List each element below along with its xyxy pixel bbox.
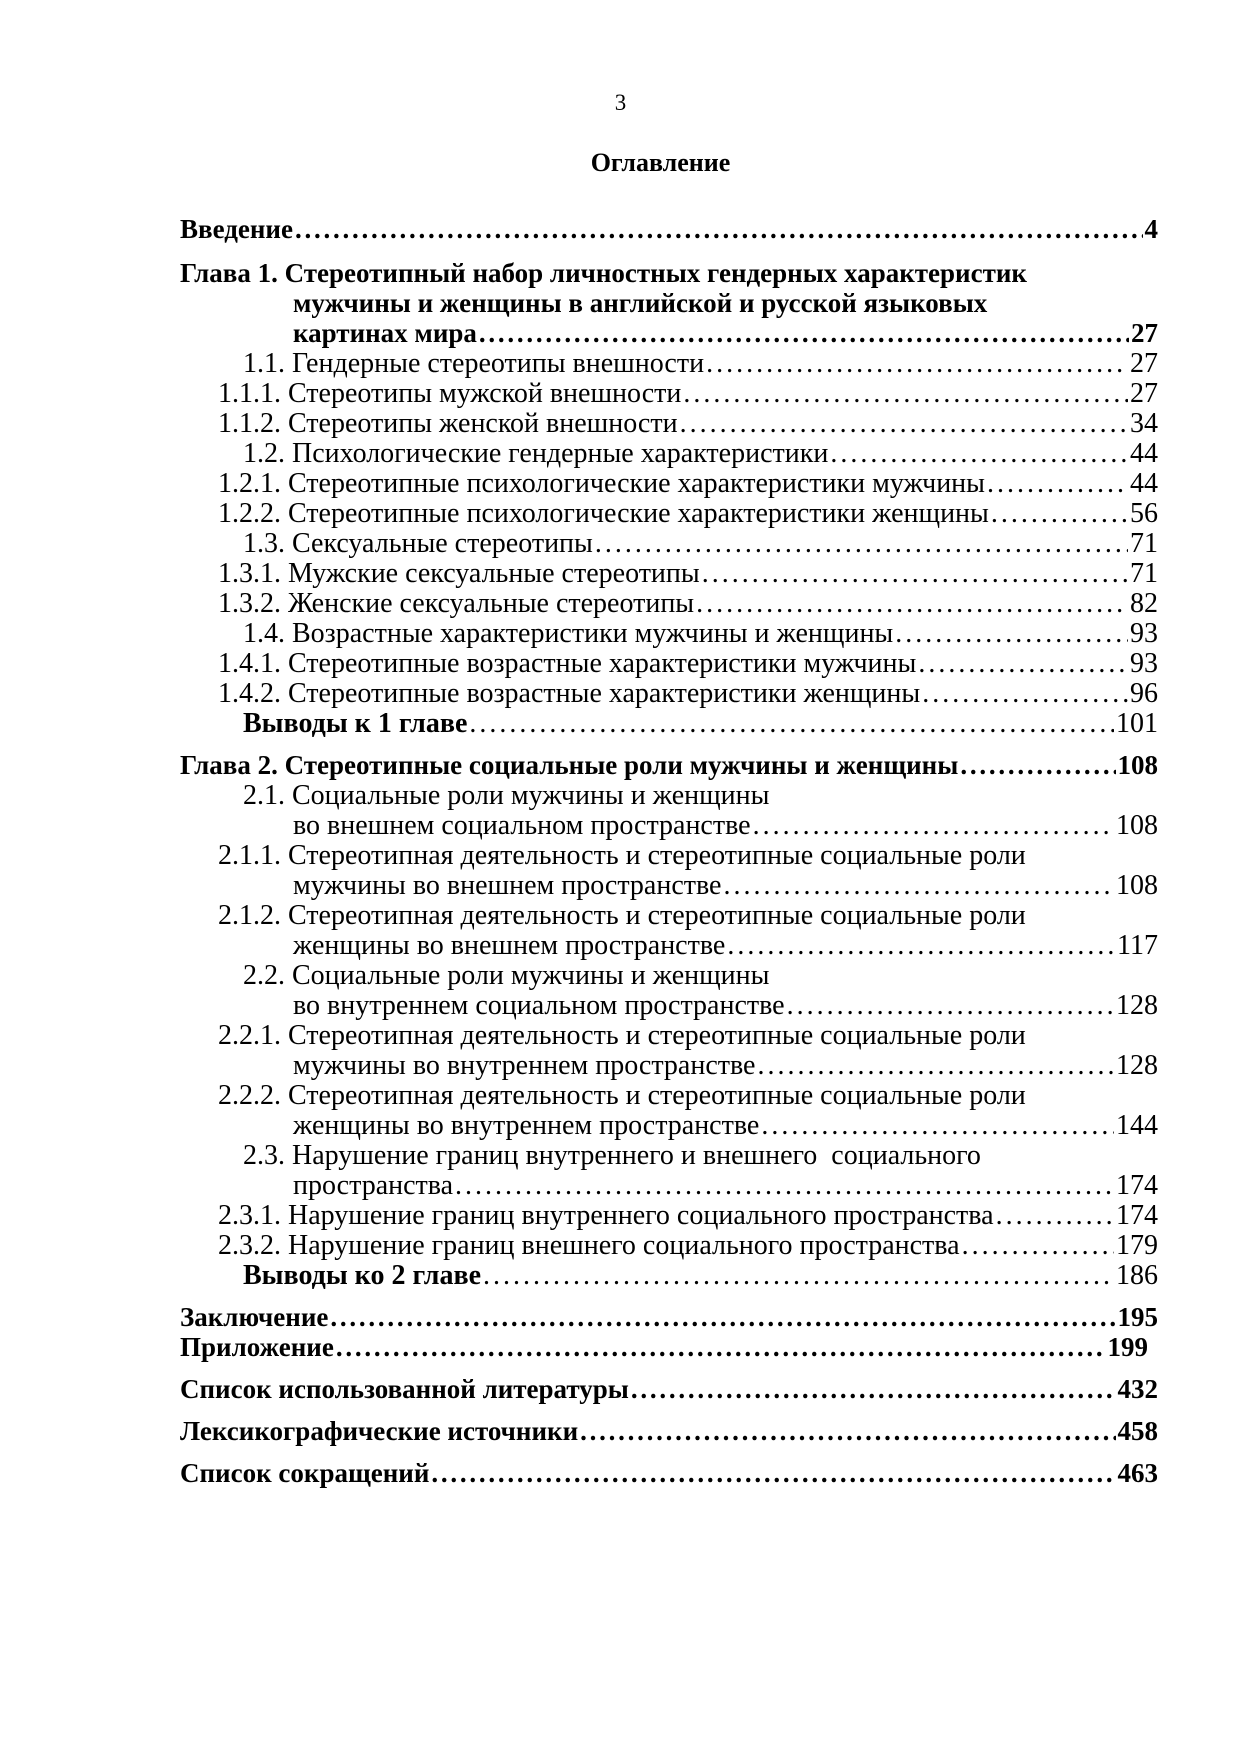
entry-page: 101 [1116, 708, 1158, 739]
entry-title: 1.2.1. Стереотипные психологические характеристики мужчины [218, 468, 985, 499]
toc-entry-2-2-line2[interactable] [293, 989, 1158, 1022]
entry-title: 1.3.1. Мужские сексуальные стереотипы [218, 558, 700, 589]
entry-page: 179 [1116, 1230, 1158, 1261]
entry-title: 1.4.2. Стереотипные возрастные характеристики женщины [218, 678, 921, 709]
entry-page: 34 [1130, 408, 1158, 439]
toc-entry-conclusions-1[interactable] [243, 707, 1158, 740]
entry-title: Список сокращений [180, 1458, 430, 1488]
toc-entry-1-4[interactable] [243, 617, 1158, 650]
toc-entry-2-1-line1[interactable] [243, 779, 1158, 812]
entry-title: 2.1.1. Стереотипная деятельность и стереотипные социальные роли [218, 840, 1026, 871]
toc-entry-1-3-1[interactable] [218, 557, 1158, 590]
entry-title: 1.3. Сексуальные стереотипы [243, 528, 593, 559]
toc-entry-2-3-line1[interactable] [243, 1139, 1158, 1172]
toc-entry-1-1-2[interactable] [218, 407, 1158, 440]
entry-title: Заключение [180, 1302, 329, 1332]
toc-entry-1-2[interactable] [243, 437, 1158, 470]
toc-entry-1-3-2[interactable] [218, 587, 1158, 620]
toc-entry-2-2-2-line2[interactable] [293, 1109, 1158, 1142]
entry-title: Глава 2. Стереотипные социальные роли мужчины и женщины [180, 750, 959, 780]
entry-title: 1.4. Возрастные характеристики мужчины и женщины [243, 618, 894, 649]
entry-title-cont: во внешнем социальном пространстве [293, 810, 751, 841]
entry-title: 1.1.2. Стереотипы женской внешности [218, 408, 678, 439]
entry-page: 27 [1130, 348, 1158, 379]
toc-entry-2-1-2-line1[interactable] [218, 899, 1158, 932]
entry-title: 2.2.1. Стереотипная деятельность и стереотипные социальные роли [218, 1020, 1026, 1051]
entry-page: 117 [1117, 930, 1158, 961]
entry-title: 2.3. Нарушение границ внутреннего и внешнего социального [243, 1140, 981, 1171]
entry-page: 195 [1117, 1302, 1158, 1332]
entry-page: 199 [1107, 1332, 1148, 1362]
entry-page: 108 [1116, 810, 1158, 841]
toc-entry-1-1-1[interactable] [218, 377, 1158, 410]
toc-entry-1-1[interactable] [243, 347, 1158, 380]
entry-page: 56 [1130, 498, 1158, 529]
entry-title: Выводы ко 2 главе [243, 1260, 481, 1291]
entry-page: 93 [1130, 648, 1158, 679]
toc-entry-intro[interactable] [180, 213, 1158, 246]
entry-page: 44 [1130, 438, 1158, 469]
entry-page: 174 [1116, 1170, 1158, 1201]
toc-entry-2-1-1-line2[interactable] [293, 869, 1158, 902]
toc-entry-2-2-1-line1[interactable] [218, 1019, 1158, 1052]
toc-entry-2-3-2[interactable] [218, 1229, 1158, 1262]
entry-title: 1.2. Психологические гендерные характеристики [243, 438, 829, 469]
entry-page: 71 [1130, 558, 1158, 589]
entry-title: 2.3.2. Нарушение границ внешнего социального пространства [218, 1230, 960, 1261]
entry-page: 93 [1130, 618, 1158, 649]
entry-title-cont: мужчины и женщины в английской и русской языковых [293, 288, 988, 318]
toc-entry-2-3-1[interactable] [218, 1199, 1158, 1232]
toc-entry-abbreviations[interactable] [180, 1457, 1158, 1490]
toc-entry-1-4-1[interactable] [218, 647, 1158, 680]
entry-page: 174 [1116, 1200, 1158, 1231]
entry-title: Глава 1. Стереотипный набор личностных гендерных характеристик [180, 258, 1027, 288]
entry-page: 108 [1117, 750, 1158, 780]
toc-entry-lexicographic-sources[interactable] [180, 1415, 1158, 1448]
entry-page: 27 [1130, 378, 1158, 409]
toc-entry-2-2-2-line1[interactable] [218, 1079, 1158, 1112]
toc-entry-2-3-line2[interactable] [293, 1169, 1158, 1202]
entry-page: 144 [1116, 1110, 1158, 1141]
toc-entry-2-1-2-line2[interactable] [293, 929, 1158, 962]
toc-title: Оглавление [590, 148, 731, 177]
toc-entry-references[interactable] [180, 1373, 1158, 1406]
entry-page: 128 [1116, 990, 1158, 1021]
toc-entry-1-4-2[interactable] [218, 677, 1158, 710]
entry-title-cont: во внутреннем социальном пространстве [293, 990, 785, 1021]
entry-page: 186 [1116, 1260, 1158, 1291]
toc-entry-1-3[interactable] [243, 527, 1158, 560]
entry-title: Список использованной литературы [180, 1374, 629, 1404]
toc-entry-conclusion[interactable] [180, 1301, 1158, 1334]
entry-title: Приложение [180, 1332, 334, 1362]
toc-entry-conclusions-2[interactable] [243, 1259, 1158, 1292]
entry-title-cont: женщины во внутреннем пространстве [293, 1110, 760, 1141]
entry-page: 82 [1130, 588, 1158, 619]
toc-entry-2-1-1-line1[interactable] [218, 839, 1158, 872]
entry-title-cont: картинах мира [293, 318, 477, 348]
entry-page: 4 [1144, 214, 1158, 244]
entry-title: 1.3.2. Женские сексуальные стереотипы [218, 588, 695, 619]
entry-title: Введение [180, 214, 293, 244]
toc-entry-chapter-1-line3[interactable] [293, 317, 1158, 350]
toc-entry-chapter-2[interactable] [180, 749, 1158, 782]
entry-page: 71 [1130, 528, 1158, 559]
entry-title: 2.1. Социальные роли мужчины и женщины [243, 780, 770, 811]
entry-title: 2.2.2. Стереотипная деятельность и стереотипные социальные роли [218, 1080, 1026, 1111]
toc-entry-chapter-1-line1[interactable] [180, 257, 1158, 290]
entry-title: 1.4.1. Стереотипные возрастные характеристики мужчины [218, 648, 917, 679]
toc-entry-2-1-line2[interactable] [293, 809, 1158, 842]
entry-title-cont: мужчины во внешнем пространстве [293, 870, 722, 901]
page-number: 3 [614, 90, 627, 115]
entry-page: 432 [1117, 1374, 1158, 1404]
entry-title: Лексикографические источники [180, 1416, 579, 1446]
entry-title: 2.2. Социальные роли мужчины и женщины [243, 960, 770, 991]
entry-title-cont: мужчины во внутреннем пространстве [293, 1050, 756, 1081]
entry-page: 96 [1130, 678, 1158, 709]
entry-page: 27 [1131, 318, 1158, 348]
entry-title-cont: женщины во внешнем пространстве [293, 930, 726, 961]
toc-entry-1-2-2[interactable] [218, 497, 1158, 530]
entry-page: 108 [1116, 870, 1158, 901]
toc-entry-2-2-1-line2[interactable] [293, 1049, 1158, 1082]
entry-title: 1.1. Гендерные стереотипы внешности [243, 348, 705, 379]
entry-page: 458 [1117, 1416, 1158, 1446]
entry-title: 2.1.2. Стереотипная деятельность и стереотипные социальные роли [218, 900, 1026, 931]
toc-entry-appendix[interactable] [180, 1331, 1148, 1364]
entry-title: 2.3.1. Нарушение границ внутреннего социального пространства [218, 1200, 994, 1231]
toc-entry-chapter-1-line2 [293, 287, 1158, 320]
entry-title: 1.2.2. Стереотипные психологические характеристики женщины [218, 498, 989, 529]
entry-title: 1.1.1. Стереотипы мужской внешности [218, 378, 682, 409]
toc-entry-1-2-1[interactable] [218, 467, 1158, 500]
entry-title-cont: пространства [293, 1170, 454, 1201]
entry-page: 463 [1117, 1458, 1158, 1488]
entry-title: Выводы к 1 главе [243, 708, 468, 739]
toc-entry-2-2-line1[interactable] [243, 959, 1158, 992]
entry-page: 44 [1130, 468, 1158, 499]
entry-page: 128 [1116, 1050, 1158, 1081]
